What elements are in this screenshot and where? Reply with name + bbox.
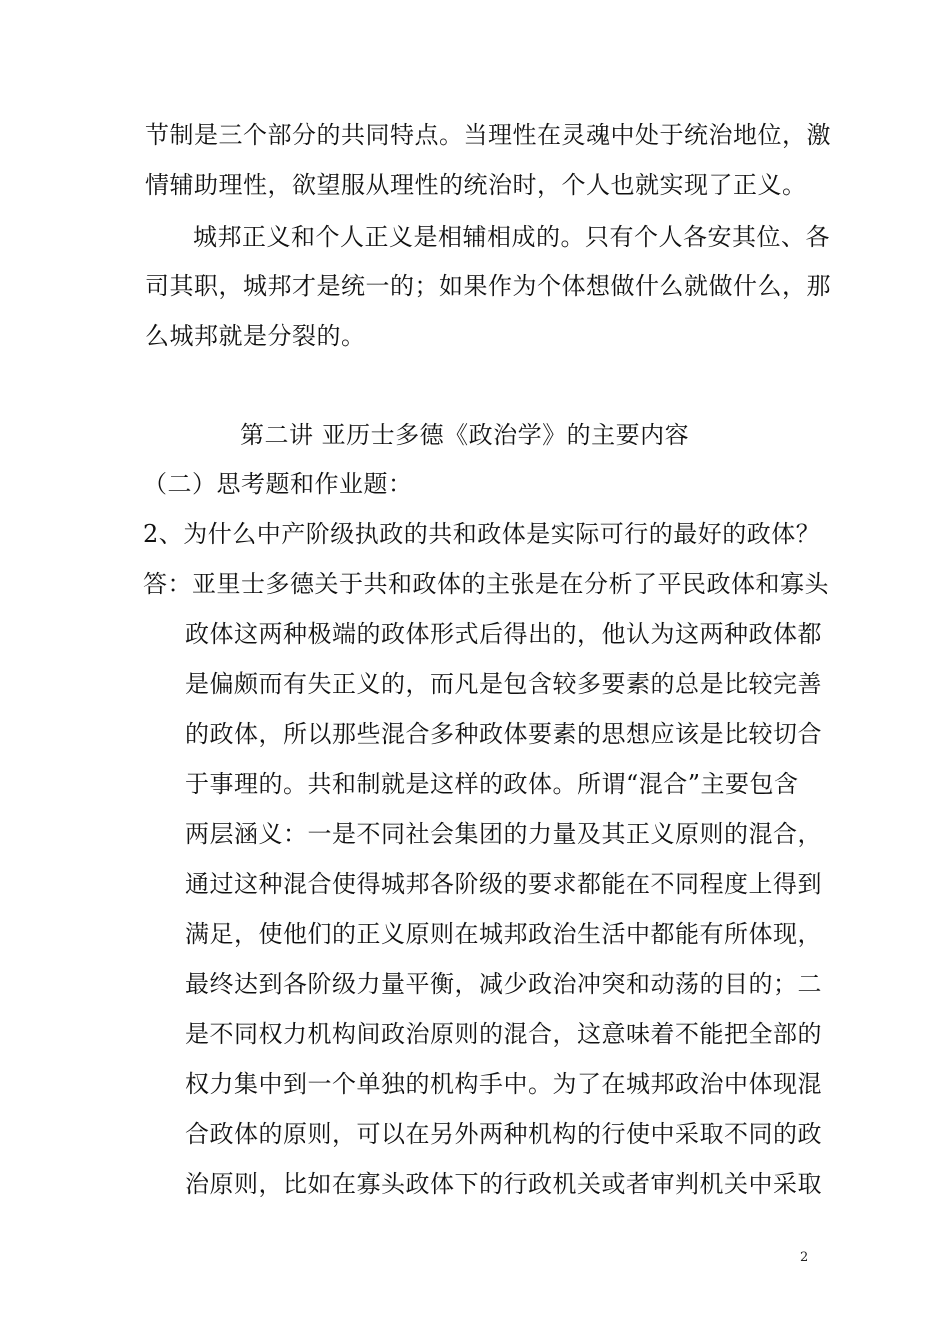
paragraph-line: 节制是三个部分的共同特点。当理性在灵魂中处于统治地位，激 xyxy=(145,121,831,149)
answer-line: 合政体的原则，可以在另外两种机构的行使中采取不同的政 xyxy=(185,1120,822,1148)
answer-line: 满足，使他们的正义原则在城邦政治生活中都能有所体现， xyxy=(185,920,822,948)
answer-line: 通过这种混合使得城邦各阶级的要求都能在不同程度上得到 xyxy=(185,870,822,898)
paragraph-line: 城邦正义和个人正义是相辅相成的。只有个人各安其位、各 xyxy=(193,223,830,251)
paragraph-line: 么城邦就是分裂的。 xyxy=(145,322,366,350)
paragraph-line: 司其职，城邦才是统一的；如果作为个体想做什么就做什么，那 xyxy=(145,272,831,300)
answer-line: 是不同权力机构间政治原则的混合，这意味着不能把全部的 xyxy=(185,1020,822,1048)
answer-first-line: 答：亚里士多德关于共和政体的主张是在分析了平民政体和寡头 xyxy=(143,570,829,598)
answer-line: 治原则，比如在寡头政体下的行政机关或者审判机关中采取 xyxy=(185,1170,822,1198)
page-number: 2 xyxy=(800,1250,809,1265)
subsection-title: （二）思考题和作业题： xyxy=(143,470,413,498)
answer-line: 权力集中到一个单独的机构手中。为了在城邦政治中体现混 xyxy=(185,1070,822,1098)
answer-line: 最终达到各阶级力量平衡，减少政治冲突和动荡的目的；二 xyxy=(185,970,822,998)
section-title: 第二讲 亚历士多德《政治学》的主要内容 xyxy=(240,421,690,449)
answer-line: 两层涵义：一是不同社会集团的力量及其正义原则的混合， xyxy=(185,820,822,848)
answer-line: 是偏颇而有失正义的，而凡是包含较多要素的总是比较完善 xyxy=(185,670,822,698)
answer-line: 于事理的。共和制就是这样的政体。所谓“混合”主要包含 xyxy=(185,770,799,798)
paragraph-line: 情辅助理性，欲望服从理性的统治时，个人也就实现了正义。 xyxy=(145,171,807,199)
answer-line: 的政体，所以那些混合多种政体要素的思想应该是比较切合 xyxy=(185,720,822,748)
question-text: 2、为什么中产阶级执政的共和政体是实际可行的最好的政体？ xyxy=(143,520,821,548)
answer-line: 政体这两种极端的政体形式后得出的，他认为这两种政体都 xyxy=(185,620,822,648)
